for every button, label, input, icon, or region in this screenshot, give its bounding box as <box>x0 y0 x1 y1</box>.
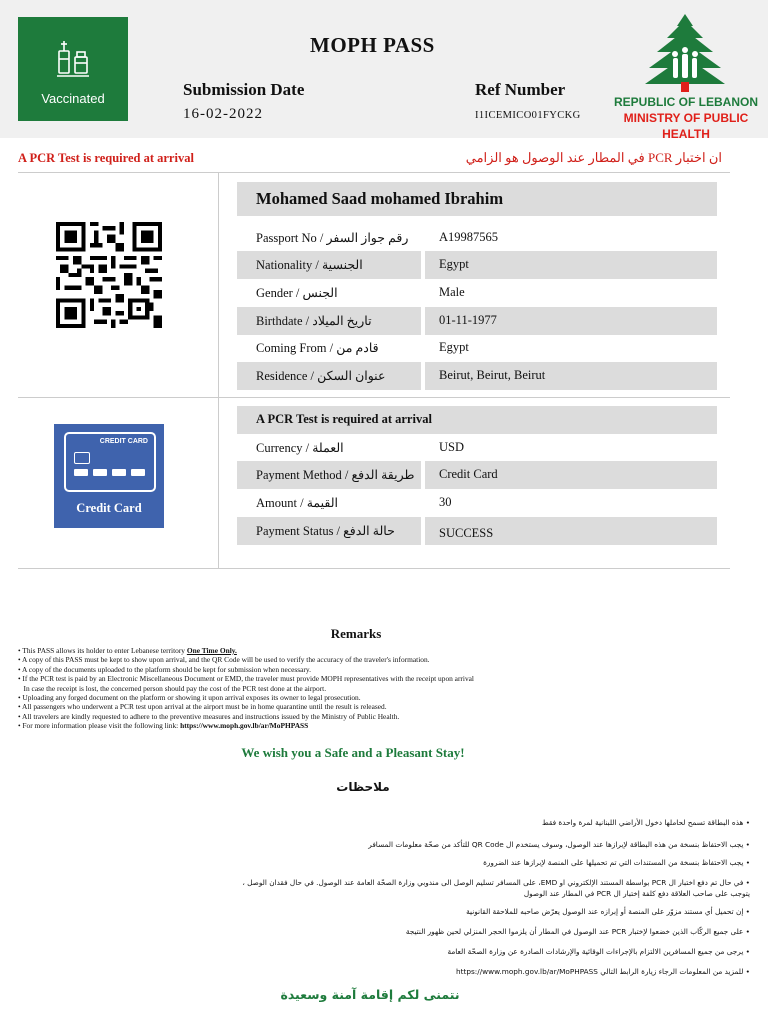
birthdate-label-cell <box>237 307 421 335</box>
ref-number-value: I1ICEMICO01FYCKG <box>475 110 581 121</box>
remark-line-text: • For more information please visit the following link: <box>18 721 181 731</box>
card-number-block <box>131 469 145 476</box>
nationality-label-cell <box>237 251 421 279</box>
birthdate-value-cell <box>425 307 717 335</box>
birthdate-value: 01-11-1977 <box>439 313 497 327</box>
passport-label: Passport No / رقم جواز السفر <box>256 231 409 245</box>
currency-label: Currency / العملة <box>256 441 344 455</box>
credit-card-top-text: CREDIT CARD <box>99 438 148 445</box>
remark-line: • All passengers who underwent a PCR test upon arrival at the airport must be in home quarantine until the result is released. <box>18 702 387 712</box>
remark-line: • Uploading any forged document on the platform or showing it upon arrival exposes its owner to legal prosecution. <box>18 693 361 703</box>
remark-line-ar: يتوجب على صاحب العلاقة دفع كلفة إختبار ال PCR في المطار عند الوصول <box>523 889 750 898</box>
currency-label-cell <box>237 434 421 462</box>
remark-line: • All travelers are kindly requested to adhere to the preventive measures and instructions issued by the Ministry of Public Health. <box>18 711 400 721</box>
amount-label-cell <box>237 489 421 517</box>
payment-method-value-cell <box>425 461 717 489</box>
pcr-notice-ar: ان اختبار PCR في المطار عند الوصول هو الزامي <box>465 150 722 165</box>
remark-line: • A copy of this PASS must be kept to show upon arrival, and the QR Code will be used to verify the accuracy of the traveler's information. <box>18 655 430 665</box>
payment-status-label-cell <box>237 517 421 545</box>
nationality-value: Egypt <box>439 257 469 271</box>
credit-card-icon <box>64 432 156 492</box>
gender-label: Gender / الجنس <box>256 286 338 300</box>
gender-value: Male <box>439 285 465 299</box>
remark-line-ar: • يجب الاحتفاظ بنسخة من هذه البطاقة لإبرازها عند الوصول، وسوف يستخدم ال QR Code للتأكد من صحّة معلومات المسافر <box>368 840 750 849</box>
passport-value: A19987565 <box>439 230 499 244</box>
residence-value: Beirut, Beirut, Beirut <box>439 368 546 382</box>
divider <box>18 172 730 173</box>
card-chip-icon <box>74 452 90 464</box>
passport-value-cell <box>425 224 717 252</box>
payment-header-bar <box>237 406 717 434</box>
remarks-title: Remarks <box>330 626 382 641</box>
divider <box>18 397 730 398</box>
ministry-line1: REPUBLIC OF LEBANON <box>614 95 758 109</box>
pcr-notice-en: A PCR Test is required at arrival <box>18 151 194 165</box>
vaccine-vials-icon <box>56 39 90 79</box>
card-number-block <box>74 469 88 476</box>
remark-line <box>18 646 668 655</box>
residence-label-cell <box>237 362 421 390</box>
remark-line-text: • This PASS allows its holder to enter Lebanese territory <box>18 646 187 655</box>
residence-label: Residence / عنوان السكن <box>256 369 386 383</box>
payment-method-value: Credit Card <box>439 467 498 481</box>
coming-from-value: Egypt <box>439 340 469 354</box>
remark-line <box>18 721 668 730</box>
divider <box>218 172 219 568</box>
remark-line-ar: • يرجى من جميع المسافرين الالتزام بالإجراءات الوقائية والإرشادات الصادرة عن وزارة الصحّة العامة <box>447 947 750 956</box>
remark-line-ar: • يجب الاحتفاظ بنسخة من المستندات التي تم تحميلها على المنصة لإبرازها عند الضرورة <box>483 858 750 867</box>
moph-pass-link[interactable]: https://www.moph.gov.lb/ar/MoPHPASS <box>180 721 309 731</box>
coming-from-value-cell <box>425 334 717 362</box>
nationality-value-cell <box>425 251 717 279</box>
credit-card-badge <box>54 424 164 528</box>
remark-line: In case the receipt is lost, the concerned person should pay the cost of the PCR test done at the airport. <box>18 683 327 693</box>
gender-value-cell <box>425 279 717 307</box>
card-number-block <box>93 469 107 476</box>
divider <box>18 568 730 569</box>
nationality-label: Nationality / الجنسية <box>256 258 363 272</box>
payment-method-label: Payment Method / طريقة الدفع <box>256 468 415 482</box>
wish-message-en: We wish you a Safe and a Pleasant Stay! <box>241 745 465 760</box>
ref-number-label: Ref Number <box>475 80 566 99</box>
currency-value: USD <box>439 440 465 454</box>
amount-value: 30 <box>439 495 452 509</box>
payment-status-value: SUCCESS <box>439 526 494 540</box>
currency-value-cell <box>425 434 717 462</box>
payment-header: A PCR Test is required at arrival <box>256 412 432 426</box>
gender-label-cell <box>237 279 421 307</box>
coming-from-label-cell <box>237 334 421 362</box>
remark-line-ar: • إن تحميل أي مستند مزوّر على المنصة أو إبرازه عند الوصول يعرّض صاحبه للملاحقة القانونية <box>466 907 750 916</box>
wish-message-ar: نتمنى لكم إقامة آمنة وسعيدة <box>280 987 460 1002</box>
remark-line-ar: • على جميع الركّاب الذين خضعوا لإختبار PCR عند الوصول في المطار أن يلزموا الحجر المنزلي لحين ظهور النتيجة <box>405 927 750 936</box>
credit-card-label: Credit Card <box>76 501 142 515</box>
traveler-name: Mohamed Saad mohamed Ibrahim <box>256 189 504 208</box>
remarks-title-ar: ملاحظات <box>336 780 390 794</box>
vaccinated-badge <box>18 17 128 121</box>
payment-status-value-cell <box>425 517 717 545</box>
payment-status-label: Payment Status / حالة الدفع <box>256 524 395 538</box>
residence-value-cell <box>425 362 717 390</box>
remark-line: • If the PCR test is paid by an Electronic Miscellaneous Document or EMD, the traveler must provide MOPH representatives with the receipt upon arrival <box>18 674 474 684</box>
traveler-name-bar <box>237 182 717 216</box>
one-time-only-text: One Time Only. <box>186 646 237 655</box>
remarks-list-en <box>18 646 668 731</box>
amount-label: Amount / القيمة <box>256 496 339 510</box>
ministry-name <box>612 94 760 142</box>
ministry-line2: MINISTRY OF PUBLIC HEALTH <box>623 111 749 141</box>
amount-value-cell <box>425 489 717 517</box>
header-band <box>0 0 768 141</box>
payment-method-label-cell <box>237 461 421 489</box>
card-number-block <box>112 469 126 476</box>
page-title: MOPH PASS <box>310 33 435 57</box>
submission-date-label: Submission Date <box>183 80 305 99</box>
coming-from-label: Coming From / قادم من <box>256 341 379 355</box>
passport-label-cell <box>237 224 421 252</box>
remark-line-ar: • هذه البطاقة تسمح لحاملها دخول الأراضي اللبنانية لمرة واحدة فقط <box>542 818 750 827</box>
remark-line: • A copy of the documents uploaded to the platform should be kept for submission when necessary. <box>18 664 311 674</box>
remark-line-ar: • للمزيد من المعلومات الرجاء زيارة الرابط التالي https://www.moph.gov.lb/ar/MoPHPASS <box>456 967 750 976</box>
submission-date-value: 16-02-2022 <box>183 106 263 122</box>
qr-code <box>54 222 164 328</box>
birthdate-label: Birthdate / تاريخ الميلاد <box>256 314 372 328</box>
vaccinated-label: Vaccinated <box>41 91 105 106</box>
remark-line-ar: • في حال تم دفع اختبار ال PCR بواسطة المستند الإلكتروني او EMD، على المسافر تسليم الوصل الى مندوبي وزارة الصحّة العامة عند الوصول. في حال فقدان الوصل ، <box>242 878 750 887</box>
